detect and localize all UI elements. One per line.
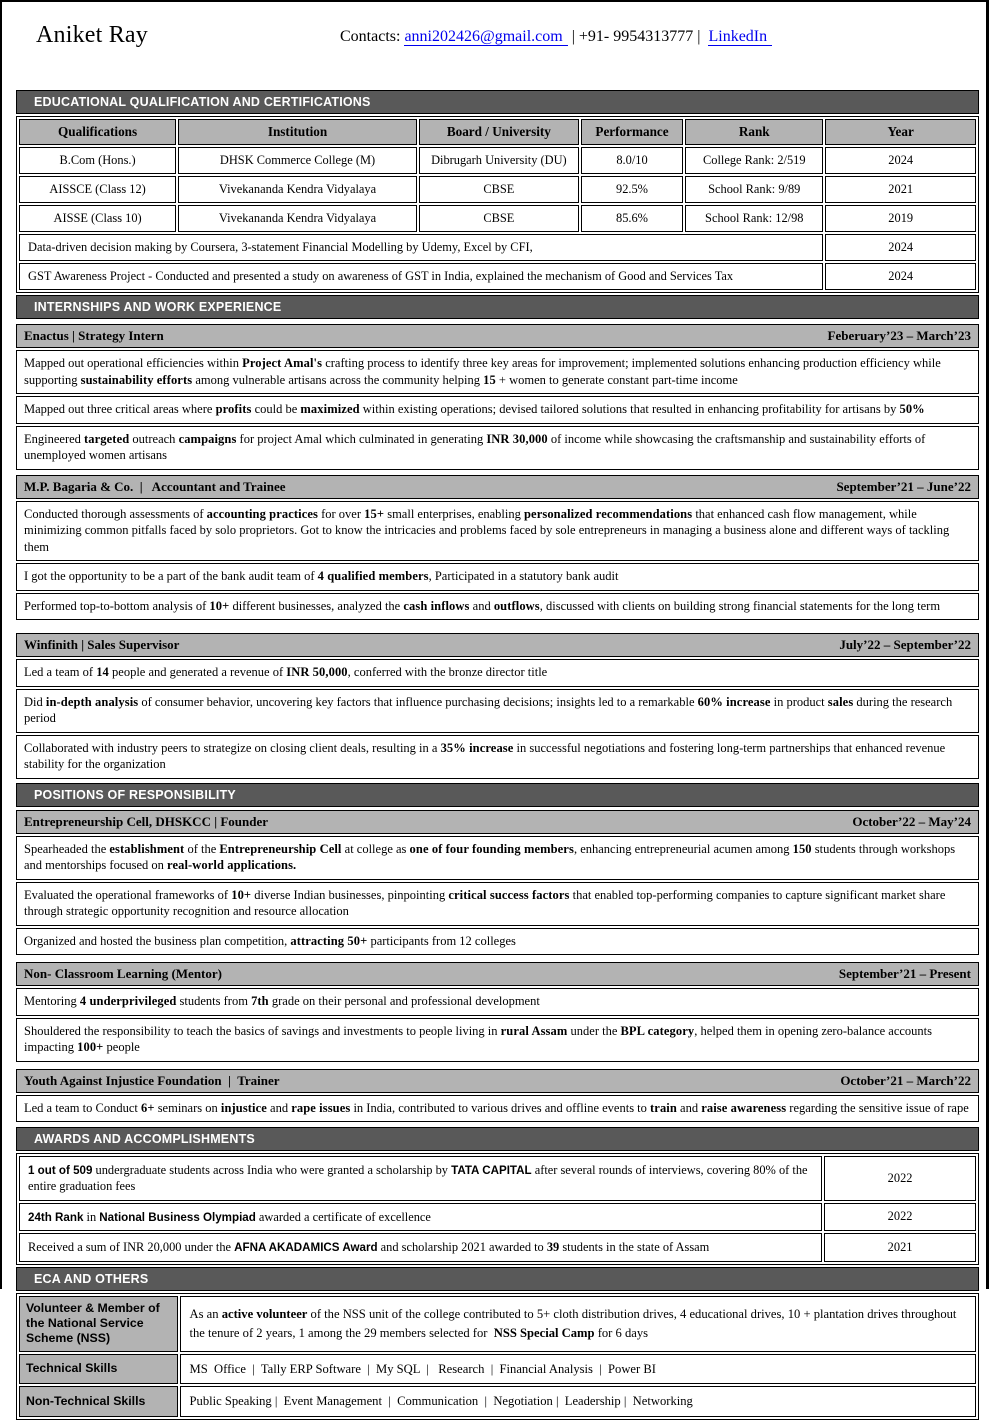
institution-cell: Vivekananda Kendra Vidyalaya xyxy=(178,176,417,203)
rank-cell: School Rank: 9/89 xyxy=(685,176,823,203)
email-link[interactable]: anni202426@gmail.com xyxy=(404,28,567,46)
job-title: Winfinith | Sales Supervisor xyxy=(24,637,179,653)
section-bar-internships: INTERNSHIPS AND WORK EXPERIENCE xyxy=(16,295,979,319)
institution-cell: DHSK Commerce College (M) xyxy=(178,147,417,174)
performance-cell: 92.5% xyxy=(581,176,683,203)
job-subheader-winfinith xyxy=(16,633,979,657)
position-dates: October’22 – May’24 xyxy=(852,814,971,830)
candidate-name: Aniket Ray xyxy=(36,22,148,49)
board-cell: CBSE xyxy=(419,205,579,232)
bullet-item: Shouldered the responsibility to teach the basics of savings and investments to people living in rural Assam under the BPL category, helped them in opening zero-balance accounts impacting 100+ people xyxy=(16,1018,979,1062)
eca-content: Public Speaking | Event Management | Communication | Negotiation | Leadership | Networking xyxy=(180,1386,976,1417)
eca-content: As an active volunteer of the NSS unit of the college contributed to 5+ cloth distribution drives, 4 educational drives, 10 + plantation drives throughout the tenure of 2 years, 1 among the 29 members selected for NSS Special Camp for 6 days xyxy=(180,1296,976,1352)
col-header-qualifications: Qualifications xyxy=(19,119,176,145)
rank-cell: School Rank: 12/98 xyxy=(685,205,823,232)
award-row xyxy=(19,1233,976,1261)
bullet-item: Organized and hosted the business plan competition, attracting 50+ participants from 12 colleges xyxy=(16,928,979,956)
eca-table xyxy=(16,1293,979,1420)
col-header-board: Board / University xyxy=(419,119,579,145)
bullet-item: Spearheaded the establishment of the Entrepreneurship Cell at college as one of four founding members, enhancing entrepreneurial acumen among 150 students through workshops and mentorships focused on real-world applications. xyxy=(16,836,979,880)
position-subheader-ecell xyxy=(16,810,979,834)
section-bar-positions: POSITIONS OF RESPONSIBILITY xyxy=(16,783,979,807)
bullet-item: Mapped out three critical areas where profits could be maximized within existing operations; devised tailored solutions that resulted in enhancing profitability for artisans by 50% xyxy=(16,396,979,424)
year-cell: 2024 xyxy=(825,263,976,290)
job-subheader-mp-bagaria xyxy=(16,475,979,499)
section-bar-eca: ECA AND OTHERS xyxy=(16,1267,979,1291)
job-dates: September’21 – June’22 xyxy=(836,479,971,495)
position-dates: September’21 – Present xyxy=(839,966,971,982)
award-year: 2021 xyxy=(824,1233,976,1261)
board-cell: CBSE xyxy=(419,176,579,203)
certification-text: Data-driven decision making by Coursera, 3-statement Financial Modelling by Udemy, Excel by CFI, xyxy=(19,234,823,261)
bullet-item: Collaborated with industry peers to strategize on closing client deals, resulting in a 35% increase in successful negotiations and fostering long-term partnerships that enhanced revenue stability for the organization xyxy=(16,735,979,779)
position-title: Non- Classroom Learning (Mentor) xyxy=(24,966,222,982)
education-table xyxy=(16,116,979,293)
col-header-performance: Performance xyxy=(581,119,683,145)
certification-row xyxy=(19,234,976,261)
position-title: Entrepreneurship Cell, DHSKCC | Founder xyxy=(24,814,268,830)
performance-cell: 8.0/10 xyxy=(581,147,683,174)
qualification-cell: AISSCE (Class 12) xyxy=(19,176,176,203)
board-cell: Dibrugarh University (DU) xyxy=(419,147,579,174)
certification-row xyxy=(19,263,976,290)
section-bar-education: EDUCATIONAL QUALIFICATION AND CERTIFICATIONS xyxy=(16,90,979,114)
contacts-label: Contacts: xyxy=(340,28,404,45)
bullet-item: Mentoring 4 underprivileged students from 7th grade on their personal and professional development xyxy=(16,988,979,1016)
job-subheader-enactus xyxy=(16,324,979,348)
qualification-cell: B.Com (Hons.) xyxy=(19,147,176,174)
col-header-year: Year xyxy=(825,119,976,145)
eca-label-nss: Volunteer & Member of the National Service Scheme (NSS) xyxy=(19,1296,178,1352)
col-header-institution: Institution xyxy=(178,119,417,145)
eca-label-non-technical-skills: Non-Technical Skills xyxy=(19,1386,178,1417)
bullet-item: Evaluated the operational frameworks of 10+ diverse Indian businesses, pinpointing critical success factors that enabled top-performing companies to capture significant market share through strategic opportunity recognition and resource allocation xyxy=(16,882,979,926)
education-header-row xyxy=(19,119,976,145)
bullet-item: I got the opportunity to be a part of the bank audit team of 4 qualified members, Participated in a statutory bank audit xyxy=(16,563,979,591)
position-subheader-mentor xyxy=(16,962,979,986)
qualification-cell: AISSE (Class 10) xyxy=(19,205,176,232)
contacts-line xyxy=(340,28,772,46)
award-year: 2022 xyxy=(824,1203,976,1231)
bullet-item: Mapped out operational efficiencies within Project Amal's crafting process to identify three key areas for improvement; implemented solutions enhancing production efficiency while supporting sustainability efforts among vulnerable artisans across the community helping 15 + women to generate constant part-time income xyxy=(16,350,979,394)
section-bar-awards: AWARDS AND ACCOMPLISHMENTS xyxy=(16,1127,979,1151)
year-cell: 2024 xyxy=(825,147,976,174)
job-dates: July’22 – September’22 xyxy=(839,637,971,653)
bullet-item: Performed top-to-bottom analysis of 10+ different businesses, analyzed the cash inflows and outflows, discussed with clients on building strong financial statements for the long term xyxy=(16,593,979,621)
award-row xyxy=(19,1203,976,1231)
education-row xyxy=(19,176,976,203)
education-row xyxy=(19,147,976,174)
page-header xyxy=(2,2,986,88)
year-cell: 2024 xyxy=(825,234,976,261)
job-title: M.P. Bagaria & Co. | Accountant and Trainee xyxy=(24,479,286,495)
eca-row xyxy=(19,1354,976,1385)
separator: | xyxy=(568,28,579,45)
award-year: 2022 xyxy=(824,1156,976,1201)
bullet-item: Conducted thorough assessments of accounting practices for over 15+ small enterprises, enabling personalized recommendations that enhanced cash flow management, while minimizing common pitfalls faced by solo proprietors. Got to know the intricacies and problems faced by sole entrepreneurs in managing a business alone and different ways of tackling them xyxy=(16,501,979,562)
bullet-item: Led a team to Conduct 6+ seminars on injustice and rape issues in India, contributed to various drives and offline events to train and raise awareness regarding the sensitive issue of rape xyxy=(16,1095,979,1123)
position-title: Youth Against Injustice Foundation | Trainer xyxy=(24,1073,280,1089)
education-row xyxy=(19,205,976,232)
linkedin-link[interactable]: LinkedIn xyxy=(708,28,772,46)
eca-content: MS Office | Tally ERP Software | My SQL | Research | Financial Analysis | Power BI xyxy=(180,1354,976,1385)
resume-body xyxy=(16,90,979,1420)
phone-number: +91- 9954313777 xyxy=(579,28,693,45)
year-cell: 2019 xyxy=(825,205,976,232)
bullet-item: Engineered targeted outreach campaigns for project Amal which culminated in generating INR 30,000 of income while showcasing the craftsmanship and sustainability efforts of unemployed women artisans xyxy=(16,426,979,470)
award-row xyxy=(19,1156,976,1201)
eca-row xyxy=(19,1386,976,1417)
job-title: Enactus | Strategy Intern xyxy=(24,328,164,344)
performance-cell: 85.6% xyxy=(581,205,683,232)
rank-cell: College Rank: 2/519 xyxy=(685,147,823,174)
col-header-rank: Rank xyxy=(685,119,823,145)
eca-row xyxy=(19,1296,976,1352)
award-text: 1 out of 509 undergraduate students across India who were granted a scholarship by TATA CAPITAL after several rounds of interviews, covering 80% of the entire graduation fees xyxy=(19,1156,822,1201)
job-dates: Feberuary’23 – March’23 xyxy=(828,328,971,344)
year-cell: 2021 xyxy=(825,176,976,203)
separator: | xyxy=(693,28,708,45)
awards-table xyxy=(16,1153,979,1265)
bullet-item: Led a team of 14 people and generated a revenue of INR 50,000, conferred with the bronze director title xyxy=(16,659,979,687)
certification-text: GST Awareness Project - Conducted and presented a study on awareness of GST in India, explained the mechanism of Good and Services Tax xyxy=(19,263,823,290)
eca-label-technical-skills: Technical Skills xyxy=(19,1354,178,1385)
award-text: 24th Rank in National Business Olympiad awarded a certificate of excellence xyxy=(19,1203,822,1231)
institution-cell: Vivekananda Kendra Vidyalaya xyxy=(178,205,417,232)
bullet-item: Did in-depth analysis of consumer behavior, uncovering key factors that influence purchasing decisions; insights led to a remarkable 60% increase in product sales during the research period xyxy=(16,689,979,733)
position-subheader-yaif xyxy=(16,1069,979,1093)
award-text: Received a sum of INR 20,000 under the AFNA AKADAMICS Award and scholarship 2021 awarded to 39 students in the state of Assam xyxy=(19,1233,822,1261)
position-dates: October’21 – March’22 xyxy=(840,1073,971,1089)
